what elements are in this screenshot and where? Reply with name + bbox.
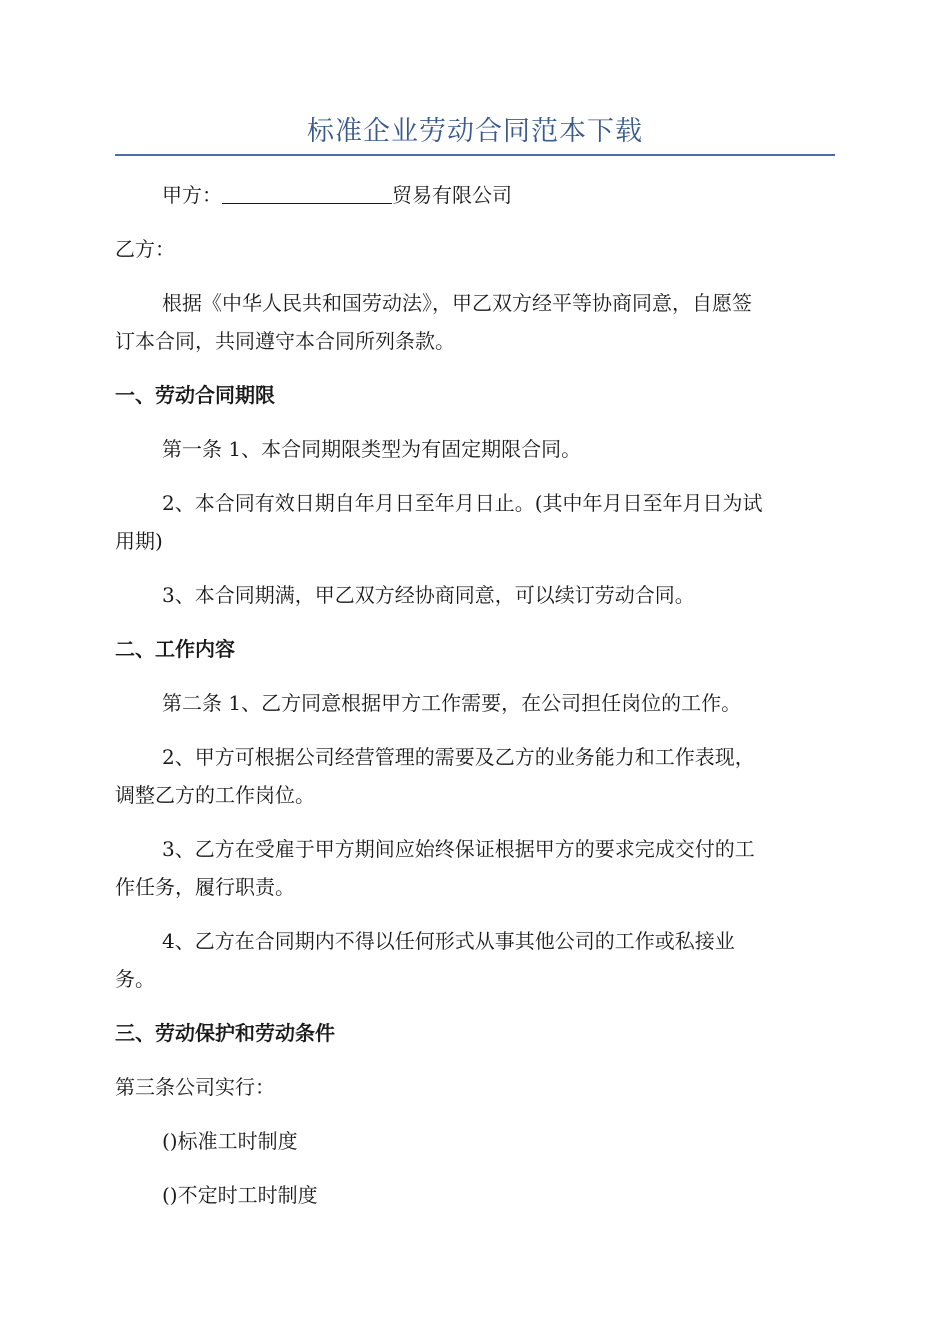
party-b-line: 乙方： bbox=[115, 237, 175, 261]
party-a-label: 甲方： bbox=[162, 183, 222, 207]
party-a-suffix: 贸易有限公司 bbox=[392, 183, 512, 207]
preamble-line-2: 订本合同，共同遵守本合同所列条款。 bbox=[115, 329, 455, 353]
section-2-clause-2-line-1: 2、甲方可根据公司经营管理的需要及乙方的业务能力和工作表现， bbox=[162, 745, 755, 769]
document-title: 标准企业劳动合同范本下载 bbox=[307, 116, 643, 147]
section-1-clause-3: 3、本合同期满，甲乙双方经协商同意，可以续订劳动合同。 bbox=[162, 583, 695, 607]
section-2-clause-4-line-2: 务。 bbox=[115, 967, 155, 991]
preamble-line-1: 根据《中华人民共和国劳动法》，甲乙双方经平等协商同意，自愿签 bbox=[162, 291, 752, 315]
section-2-clause-4-line-1: 4、乙方在合同期内不得以任何形式从事其他公司的工作或私接业 bbox=[162, 929, 735, 953]
title-underline bbox=[115, 154, 835, 156]
section-3-clause-1: 第三条公司实行： bbox=[115, 1075, 275, 1099]
party-a-line bbox=[162, 179, 835, 211]
section-1-clause-1: 第一条 1、本合同期限类型为有固定期限合同。 bbox=[162, 437, 582, 461]
section-2-clause-3-line-2: 作任务，履行职责。 bbox=[115, 875, 295, 899]
section-2-clause-3-line-1: 3、乙方在受雇于甲方期间应始终保证根据甲方的要求完成交付的工 bbox=[162, 837, 755, 861]
section-3-heading: 三、劳动保护和劳动条件 bbox=[115, 1021, 335, 1045]
section-1-clause-2-line-1: 2、本合同有效日期自年月日至年月日止。(其中年月日至年月日为试 bbox=[162, 491, 763, 515]
section-3-option-2: ()不定时工时制度 bbox=[162, 1183, 318, 1207]
section-3-option-1: ()标准工时制度 bbox=[162, 1129, 298, 1153]
section-2-heading: 二、工作内容 bbox=[115, 637, 235, 661]
section-1-heading: 一、劳动合同期限 bbox=[115, 383, 275, 407]
section-2-clause-2-line-2: 调整乙方的工作岗位。 bbox=[115, 783, 315, 807]
section-2-clause-1: 第二条 1、乙方同意根据甲方工作需要，在公司担任岗位的工作。 bbox=[162, 691, 742, 715]
section-1-clause-2-line-2: 用期) bbox=[115, 529, 163, 553]
party-a-blank bbox=[222, 181, 392, 204]
